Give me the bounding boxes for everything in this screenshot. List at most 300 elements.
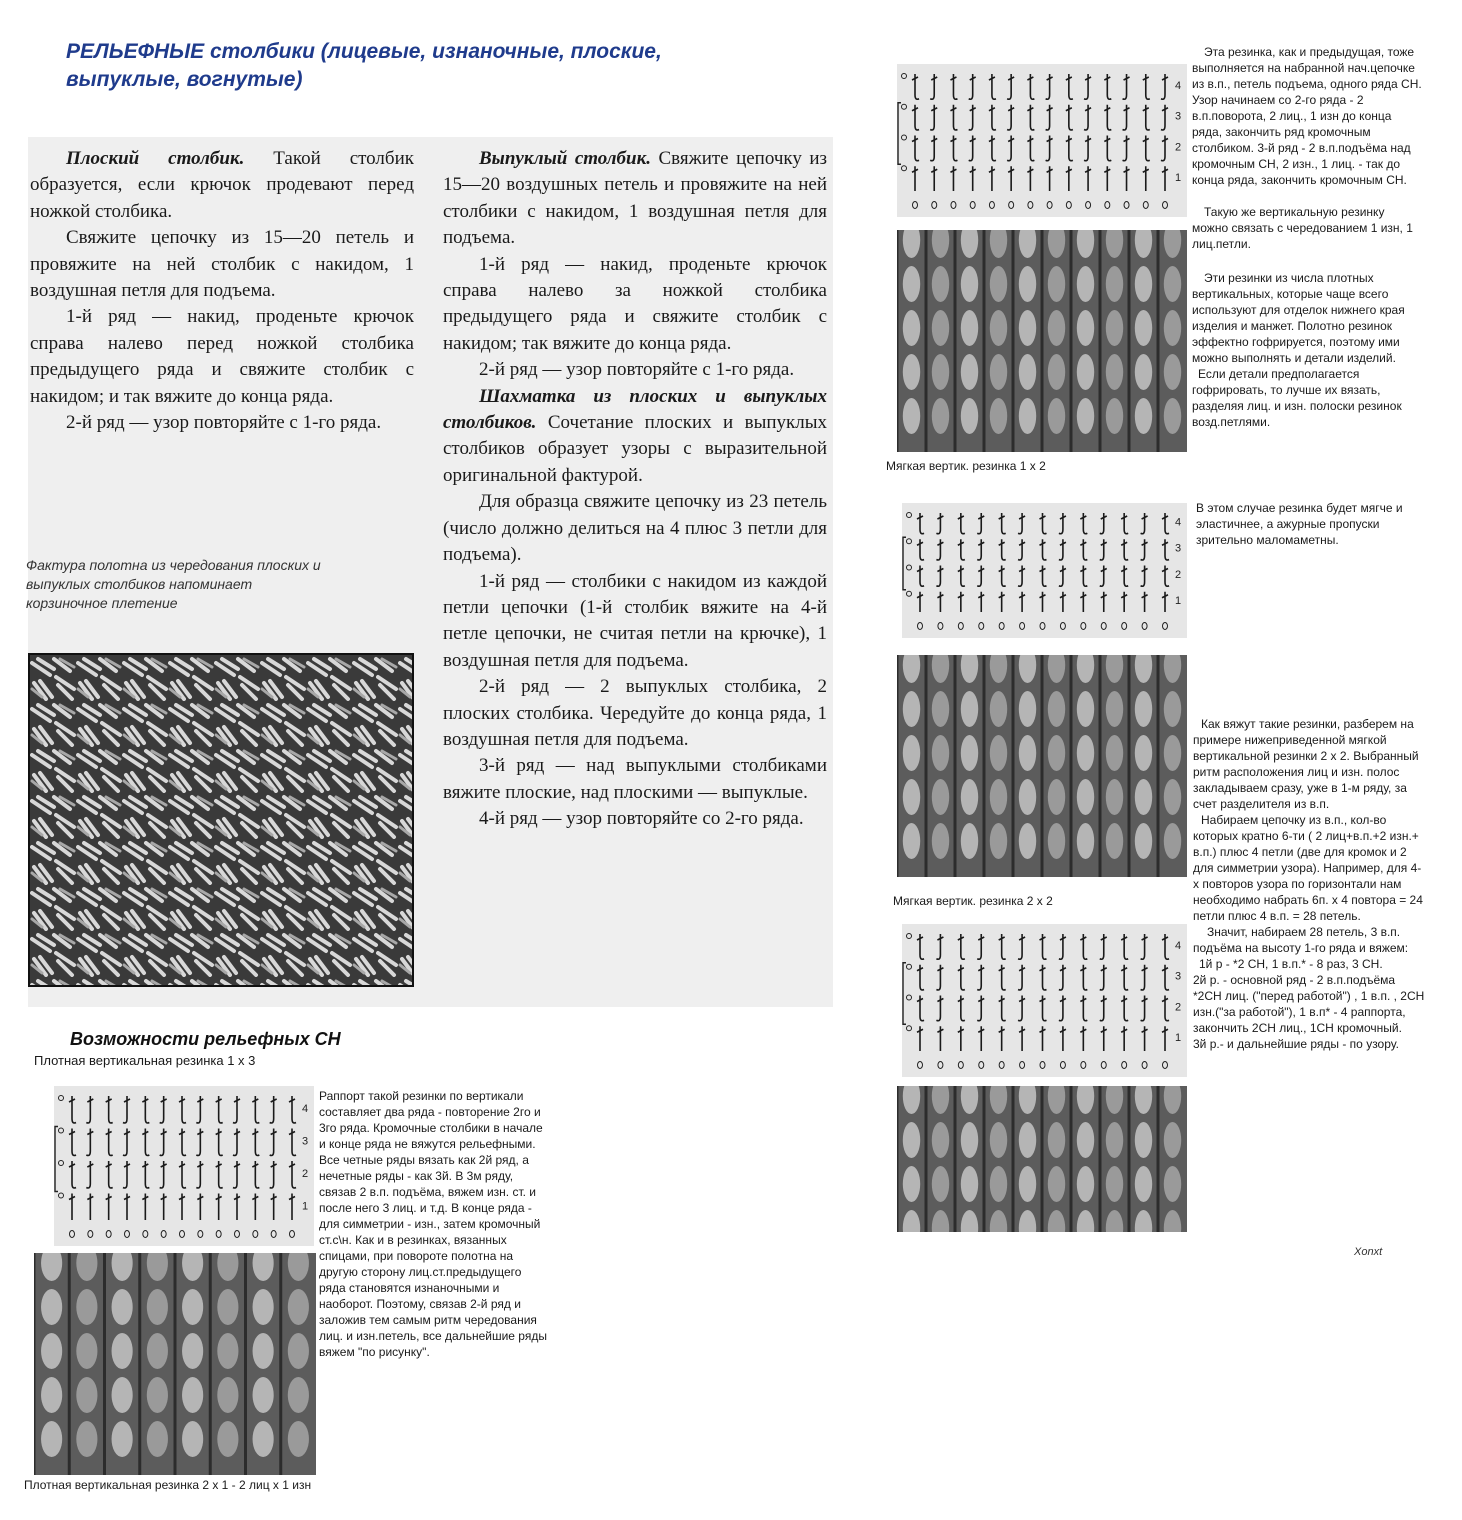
knit-loop — [147, 1333, 168, 1369]
stitch-symbol — [161, 1194, 167, 1221]
stitch-symbol — [917, 513, 924, 534]
knit-loop — [1164, 1122, 1181, 1158]
knit-loop — [903, 1122, 920, 1158]
knit-loop — [990, 354, 1007, 390]
chart-row-number: 4 — [302, 1102, 309, 1115]
stitch-symbol — [989, 74, 996, 99]
knit-loop — [147, 1421, 168, 1457]
stitch-symbol — [1101, 1026, 1107, 1051]
stitch-symbol — [86, 1129, 93, 1156]
knit-loop — [1106, 266, 1123, 302]
paragraph: 3й р.- и дальнейшие ряды - по узору. — [1193, 1037, 1399, 1051]
chain-stitch-symbol — [59, 1096, 64, 1101]
knit-loop — [76, 1289, 97, 1325]
stitch-symbol — [289, 1161, 296, 1188]
paragraph: Для образца свяжите цепочку из 23 петель (число должно делиться на 4 плюс 3 петли для подъема). — [443, 491, 827, 566]
paragraph: Такую же вертикальную резинку можно связать с чередованием 1 изн, 1 лиц.петли. — [1192, 205, 1413, 251]
stitch-symbol — [958, 934, 965, 959]
chain-stitch-symbol — [902, 104, 907, 109]
knit-loop — [1048, 823, 1065, 859]
stitch-symbol — [1046, 105, 1053, 130]
knit-loop — [253, 1289, 274, 1325]
chart-row-number: 2 — [1175, 141, 1182, 154]
paragraph: 1й р - *2 СН, 1 в.п.* - 8 раз, 3 СН. — [1199, 957, 1383, 971]
stitch-symbol — [1085, 166, 1091, 191]
knit-loop — [112, 1289, 133, 1325]
stitch-symbol — [160, 1161, 167, 1188]
chart-symbols — [54, 1086, 314, 1246]
knit-loop — [903, 354, 920, 390]
signature: Xonxt — [1354, 1246, 1383, 1258]
stitch-symbol — [233, 1096, 240, 1123]
term-checkerboard: Шахматка из плоских и выпуклых столбиков. — [443, 385, 827, 434]
knit-loop — [903, 1166, 920, 1202]
foundation-chain-symbol — [999, 1062, 1004, 1069]
stitch-symbol — [999, 934, 1006, 959]
stitch-symbol — [977, 566, 984, 587]
knit-loop — [182, 1289, 203, 1325]
chain-stitch-symbol — [59, 1193, 64, 1198]
knit-loop — [1106, 823, 1123, 859]
stitch-symbol — [930, 105, 937, 130]
stitch-symbol — [1018, 513, 1025, 534]
chart-row-number: 2 — [302, 1167, 309, 1180]
repeat-bracket — [898, 103, 901, 165]
stitch-symbol — [1121, 539, 1128, 560]
stitch-symbol — [958, 965, 965, 990]
stitch-symbol — [917, 996, 924, 1021]
stitch-symbol — [1104, 136, 1111, 161]
stitch-symbol — [1018, 996, 1025, 1021]
stitch-symbol — [1066, 105, 1073, 130]
stitch-symbol — [179, 1129, 186, 1156]
stitch-symbol — [989, 166, 995, 191]
stitch-symbol — [931, 166, 937, 191]
stitch-chart-1x3 — [54, 1086, 314, 1246]
rib-texture — [897, 230, 1187, 452]
chart-row-number: 1 — [1175, 172, 1182, 185]
knit-loop — [217, 1289, 238, 1325]
stitch-symbol — [1162, 166, 1168, 191]
stitch-symbol — [1162, 934, 1169, 959]
knit-loop — [1106, 691, 1123, 727]
knit-loop — [903, 735, 920, 771]
basketweave-photo — [28, 653, 414, 987]
chain-stitch-symbol — [907, 1026, 912, 1031]
knit-loop — [1106, 398, 1123, 434]
knit-loop — [253, 1333, 274, 1369]
stitch-symbol — [270, 1161, 277, 1188]
foundation-chain-symbol — [161, 1231, 166, 1238]
stitch-symbol — [936, 996, 943, 1021]
stitch-symbol — [1104, 74, 1111, 99]
foundation-chain-symbol — [1047, 202, 1052, 209]
knit-loop — [1164, 691, 1181, 727]
foundation-chain-symbol — [1124, 202, 1129, 209]
stitch-symbol — [1060, 1026, 1066, 1051]
chain-stitch-symbol — [902, 74, 907, 79]
stitch-symbol — [978, 1026, 984, 1051]
foundation-chain-symbol — [88, 1231, 93, 1238]
caption-2x2: Мягкая вертик. резинка 2 х 2 — [893, 894, 1053, 908]
stitch-symbol — [1059, 566, 1066, 587]
stitch-symbol — [1080, 539, 1087, 560]
stitch-symbol — [936, 965, 943, 990]
stitch-symbol — [1019, 592, 1025, 612]
knit-loop — [1048, 266, 1065, 302]
rib-texture — [897, 1086, 1187, 1232]
stitch-symbol — [1007, 136, 1014, 161]
stitch-symbol — [1162, 996, 1169, 1021]
stitch-symbol — [1162, 566, 1169, 587]
chain-stitch-symbol — [907, 964, 912, 969]
foundation-chain-symbol — [271, 1231, 276, 1238]
stitch-symbol — [1040, 934, 1047, 959]
stitch-symbol — [271, 1194, 277, 1221]
stitch-symbol — [1040, 539, 1047, 560]
foundation-chain-symbol — [1081, 1062, 1086, 1069]
paragraph: 4-й ряд — узор повторяйте со 2-го ряда. — [479, 808, 804, 830]
knit-loop — [41, 1421, 62, 1457]
foundation-chain-symbol — [1143, 202, 1148, 209]
knit-loop — [288, 1289, 309, 1325]
stitch-symbol — [917, 566, 924, 587]
stitch-symbol — [1040, 1026, 1046, 1051]
stitch-symbol — [179, 1096, 186, 1123]
foundation-chain-symbol — [216, 1231, 221, 1238]
rib-texture — [34, 1253, 316, 1475]
knit-loop — [903, 779, 920, 815]
knit-loop — [1077, 1122, 1094, 1158]
stitch-symbol — [123, 1129, 130, 1156]
stitch-symbol — [123, 1161, 130, 1188]
stitch-symbol — [106, 1096, 113, 1123]
knit-loop — [1135, 398, 1152, 434]
knit-loop — [1164, 310, 1181, 346]
stitch-symbol — [1018, 566, 1025, 587]
stitch-symbol — [1121, 934, 1128, 959]
knit-loop — [1077, 266, 1094, 302]
stitch-symbol — [216, 1194, 222, 1221]
stitch-symbol — [969, 105, 976, 130]
paragraph: Эти резинки из числа плотных вертикальных, которые чаще всего используют для отделок нижнего края изделия и манжет. Полотно резинок эффектно гофрируется, поэтому ими можно выполнять и детали изделий. — [1192, 271, 1405, 365]
repeat-bracket — [903, 963, 906, 1025]
chart-row-number: 4 — [1175, 939, 1182, 952]
foundation-chain-symbol — [70, 1231, 75, 1238]
stitch-symbol — [930, 136, 937, 161]
foundation-chain-symbol — [1101, 623, 1106, 630]
term-flat-stitch: Плоский столбик. — [66, 148, 245, 169]
stitch-symbol — [1143, 136, 1150, 161]
text-column-raised-stitch — [443, 146, 827, 833]
stitch-symbol — [937, 592, 943, 612]
knit-loop — [1048, 1122, 1065, 1158]
term-raised-stitch: Выпуклый столбик. — [479, 148, 651, 169]
foundation-chain-symbol — [913, 202, 918, 209]
stitch-symbol — [196, 1129, 203, 1156]
stitch-symbol — [1100, 965, 1107, 990]
knit-loop — [961, 823, 978, 859]
chain-stitch-symbol — [907, 565, 912, 570]
knit-loop — [990, 266, 1007, 302]
foundation-chain-symbol — [1020, 623, 1025, 630]
stitch-symbol — [917, 539, 924, 560]
stitch-symbol — [179, 1194, 185, 1221]
stitch-symbol — [69, 1194, 75, 1221]
stitch-symbol — [124, 1194, 130, 1221]
paragraph: 1-й ряд — накид, проденьте крючок справа налево перед ножкой столбика предыдущего ряда и свяжите столбик с накидом; и так вяжите до конца ряда. — [30, 306, 414, 407]
knit-loop — [1019, 1122, 1036, 1158]
knit-loop — [1135, 779, 1152, 815]
knit-loop — [932, 266, 949, 302]
chart-row-number: 3 — [1175, 970, 1182, 983]
stitch-symbol — [937, 1026, 943, 1051]
knit-loop — [1019, 354, 1036, 390]
knit-loop — [1106, 1166, 1123, 1202]
stitch-symbol — [950, 166, 956, 191]
knit-loop — [990, 1166, 1007, 1202]
chart-row-number: 2 — [1175, 568, 1182, 581]
knit-loop — [182, 1333, 203, 1369]
stitch-symbol — [197, 1194, 203, 1221]
foundation-chain-symbol — [1163, 1062, 1168, 1069]
foundation-chain-symbol — [979, 623, 984, 630]
knit-loop — [990, 823, 1007, 859]
stitch-symbol — [950, 105, 957, 130]
stitch-symbol — [1007, 105, 1014, 130]
stitch-symbol — [1084, 74, 1091, 99]
stitch-symbol — [233, 1129, 240, 1156]
knit-loop — [1077, 823, 1094, 859]
knit-loop — [932, 310, 949, 346]
stitch-symbol — [1080, 513, 1087, 534]
knit-loop — [253, 1377, 274, 1413]
stitch-symbol — [142, 1194, 148, 1221]
knit-loop — [1077, 310, 1094, 346]
stitch-symbol — [1080, 965, 1087, 990]
stitch-symbol — [1080, 566, 1087, 587]
foundation-chain-symbol — [1040, 623, 1045, 630]
stitch-symbol — [1121, 566, 1128, 587]
knit-loop — [1135, 354, 1152, 390]
page-title: РЕЛЬЕФНЫЕ столбики (лицевые, изнаночные, плоские, выпуклые, вогнутые) — [66, 40, 662, 91]
caption-2x1: Плотная вертикальная резинка 2 х 1 - 2 лиц х 1 изн — [24, 1478, 312, 1492]
chain-stitch-symbol — [59, 1128, 64, 1133]
stitch-symbol — [917, 1026, 923, 1051]
repeat-bracket — [55, 1127, 58, 1192]
knit-loop — [41, 1333, 62, 1369]
chain-stitch-symbol — [907, 539, 912, 544]
knit-loop — [1164, 779, 1181, 815]
stitch-symbol — [977, 934, 984, 959]
stitch-symbol — [989, 105, 996, 130]
stitch-symbol — [977, 513, 984, 534]
knit-loop — [182, 1377, 203, 1413]
stitch-symbol — [1100, 513, 1107, 534]
knit-loop — [1019, 1166, 1036, 1202]
stitch-symbol — [234, 1194, 240, 1221]
stitch-symbol — [1040, 965, 1047, 990]
foundation-chain-symbol — [1122, 623, 1127, 630]
foundation-chain-symbol — [1028, 202, 1033, 209]
knit-loop — [990, 398, 1007, 434]
knit-loop — [41, 1377, 62, 1413]
rib-texture — [897, 655, 1187, 877]
foundation-chain-symbol — [999, 623, 1004, 630]
knit-loop — [217, 1333, 238, 1369]
knit-loop — [903, 266, 920, 302]
stitch-symbol — [1027, 166, 1033, 191]
knit-loop — [1048, 779, 1065, 815]
repeat-bracket — [903, 537, 906, 590]
stitch-symbol — [1018, 934, 1025, 959]
stitch-symbol — [142, 1161, 149, 1188]
knit-loop — [961, 779, 978, 815]
knit-loop — [961, 691, 978, 727]
stitch-symbol — [999, 539, 1006, 560]
paragraph: Эта резинка, как и предыдущая, тоже выполняется на набранной нач.цепочке из в.п., петель подъема, одного ряда СН. Узор начинаем со 2-го ряда - 2 в.п.поворота, 2 лиц., 1 изн до конца ряда, закончить ряд кромочным столбиком. 3-й ряд - 2 в.п.подъёма над кромочным СН, 2 изн., 1 лиц. - так до конца ряда, закончить кромочным СН. — [1192, 45, 1422, 187]
foundation-chain-symbol — [180, 1231, 185, 1238]
rib-photo-1x2 — [897, 230, 1187, 452]
knit-loop — [1077, 735, 1094, 771]
stitch-symbol — [1084, 136, 1091, 161]
knit-loop — [112, 1377, 133, 1413]
chain-stitch-symbol — [907, 995, 912, 1000]
stitch-symbol — [1143, 166, 1149, 191]
foundation-chain-symbol — [253, 1231, 258, 1238]
stitch-symbol — [1141, 566, 1148, 587]
stitch-symbol — [1040, 592, 1046, 612]
foundation-chain-symbol — [1081, 623, 1086, 630]
stitch-symbol — [999, 996, 1006, 1021]
stitch-symbol — [1059, 965, 1066, 990]
stitch-symbol — [1080, 934, 1087, 959]
foundation-chain-symbol — [958, 623, 963, 630]
stitch-symbol — [1059, 996, 1066, 1021]
stitch-symbol — [1027, 74, 1034, 99]
knit-loop — [1048, 691, 1065, 727]
stitch-symbol — [950, 74, 957, 99]
stitch-symbol — [936, 513, 943, 534]
stitch-symbol — [1162, 1026, 1168, 1051]
paragraph: Значит, набираем 28 петель, 3 в.п. подъёма на высоту 1-го ряда и вяжем: — [1193, 925, 1409, 955]
stitch-symbol — [1100, 934, 1107, 959]
knit-loop — [1048, 354, 1065, 390]
paragraph: 1-й ряд — накид, проденьте крючок справа налево за ножкой столбика предыдущего ряда и свяжите столбик с накидом; так вяжите до конца ряда. — [443, 253, 827, 354]
stitch-symbol — [1141, 965, 1148, 990]
stitch-symbol — [1141, 539, 1148, 560]
knit-loop — [1077, 398, 1094, 434]
stitch-symbol — [1047, 166, 1053, 191]
paragraph: Как вяжут такие резинки, разберем на примере нижеприведенной мягкой вертикальной резинки 2 х 2. Выбранный ритм расположения лиц и изн. полос закладываем сразу, уже в 1-м ряду, за счет разделителя из в.п. — [1193, 717, 1419, 811]
knit-loop — [932, 735, 949, 771]
stitch-symbol — [1027, 105, 1034, 130]
foundation-chain-symbol — [989, 202, 994, 209]
stitch-symbol — [1121, 513, 1128, 534]
stitch-symbol — [252, 1096, 259, 1123]
stitch-symbol — [1162, 592, 1168, 612]
chart-row-number: 3 — [1175, 542, 1182, 555]
stitch-symbol — [69, 1096, 76, 1123]
knit-loop — [1106, 354, 1123, 390]
foundation-chain-symbol — [938, 623, 943, 630]
stitch-symbol — [1143, 105, 1150, 130]
stitch-symbol — [1161, 105, 1168, 130]
foundation-chain-symbol — [1040, 1062, 1045, 1069]
stitch-symbol — [912, 166, 918, 191]
foundation-chain-symbol — [290, 1231, 295, 1238]
stitch-symbol — [958, 592, 964, 612]
knit-loop — [990, 310, 1007, 346]
knit-loop — [1164, 398, 1181, 434]
chart-row-number: 1 — [302, 1200, 309, 1213]
stitch-symbol — [1121, 996, 1128, 1021]
knit-loop — [1135, 266, 1152, 302]
stitch-symbol — [1059, 934, 1066, 959]
stitch-symbol — [912, 74, 919, 99]
stitch-symbol — [1027, 136, 1034, 161]
stitch-symbol — [950, 136, 957, 161]
stitch-symbol — [1066, 74, 1073, 99]
foundation-chain-symbol — [918, 1062, 923, 1069]
stitch-symbol — [1019, 1026, 1025, 1051]
foundation-chain-symbol — [1066, 202, 1071, 209]
stitch-symbol — [160, 1129, 167, 1156]
section-heading: Возможности рельефных СН — [70, 1029, 341, 1049]
stitch-symbol — [917, 592, 923, 612]
stitch-symbol — [106, 1161, 113, 1188]
knit-loop — [1164, 1166, 1181, 1202]
chain-stitch-symbol — [902, 135, 907, 140]
paragraph: Плоский столбик. Такой столбик образуется, если крючок продевают перед ножкой столбика. — [30, 148, 414, 222]
stitch-symbol — [958, 539, 965, 560]
rib-photo-2x2-bottom — [897, 1086, 1187, 1232]
stitch-symbol — [958, 996, 965, 1021]
chain-stitch-symbol — [907, 513, 912, 518]
chart-row-number: 3 — [1175, 110, 1182, 123]
knit-loop — [76, 1421, 97, 1457]
stitch-symbol — [179, 1161, 186, 1188]
chart-row-number: 1 — [1175, 1032, 1182, 1045]
knit-loop — [1135, 310, 1152, 346]
stitch-symbol — [1059, 513, 1066, 534]
chart-symbols — [902, 503, 1187, 638]
stitch-chart-1x2 — [897, 64, 1187, 217]
knit-loop — [147, 1377, 168, 1413]
stitch-symbol — [977, 996, 984, 1021]
foundation-chain-symbol — [979, 1062, 984, 1069]
knit-loop — [288, 1421, 309, 1457]
stitch-symbol — [1046, 136, 1053, 161]
stitch-symbol — [196, 1096, 203, 1123]
paragraph: Выпуклый столбик. Свяжите цепочку из 15—20 воздушных петель и провяжите на ней столбики с накидом, 1 воздушная петля для подъема. — [443, 148, 827, 249]
foundation-chain-symbol — [106, 1231, 111, 1238]
knit-loop — [990, 779, 1007, 815]
paragraph: Набираем цепочку из в.п., кол-во которых кратно 6-ти ( 2 лиц+в.п.+2 изн.+ в.п.) плюс 4 петли (две для кромок и 2 для симметрии узора). Например, для 4-х повторов узора по горизонтали нам необходимо набрать 6п. х 4 повтора = 24 петли плюс 4 в.п. = 28 петель. — [1193, 813, 1423, 923]
stitch-symbol — [1084, 105, 1091, 130]
stitch-symbol — [989, 136, 996, 161]
chart-row-number: 3 — [302, 1135, 309, 1148]
stitch-symbol — [270, 1129, 277, 1156]
chart-row-number: 4 — [1175, 79, 1182, 92]
knit-loop — [1019, 310, 1036, 346]
paragraph: 1-й ряд — столбики с накидом из каждой петли цепочки (1-й столбик вяжите на 4-й петле цепочки, не считая петли на крючке), 1 воздушная петля для подъема. — [443, 570, 827, 671]
knit-loop — [1019, 266, 1036, 302]
stitch-symbol — [1080, 592, 1086, 612]
knit-loop — [112, 1421, 133, 1457]
knit-loop — [961, 1166, 978, 1202]
foundation-chain-symbol — [1060, 623, 1065, 630]
